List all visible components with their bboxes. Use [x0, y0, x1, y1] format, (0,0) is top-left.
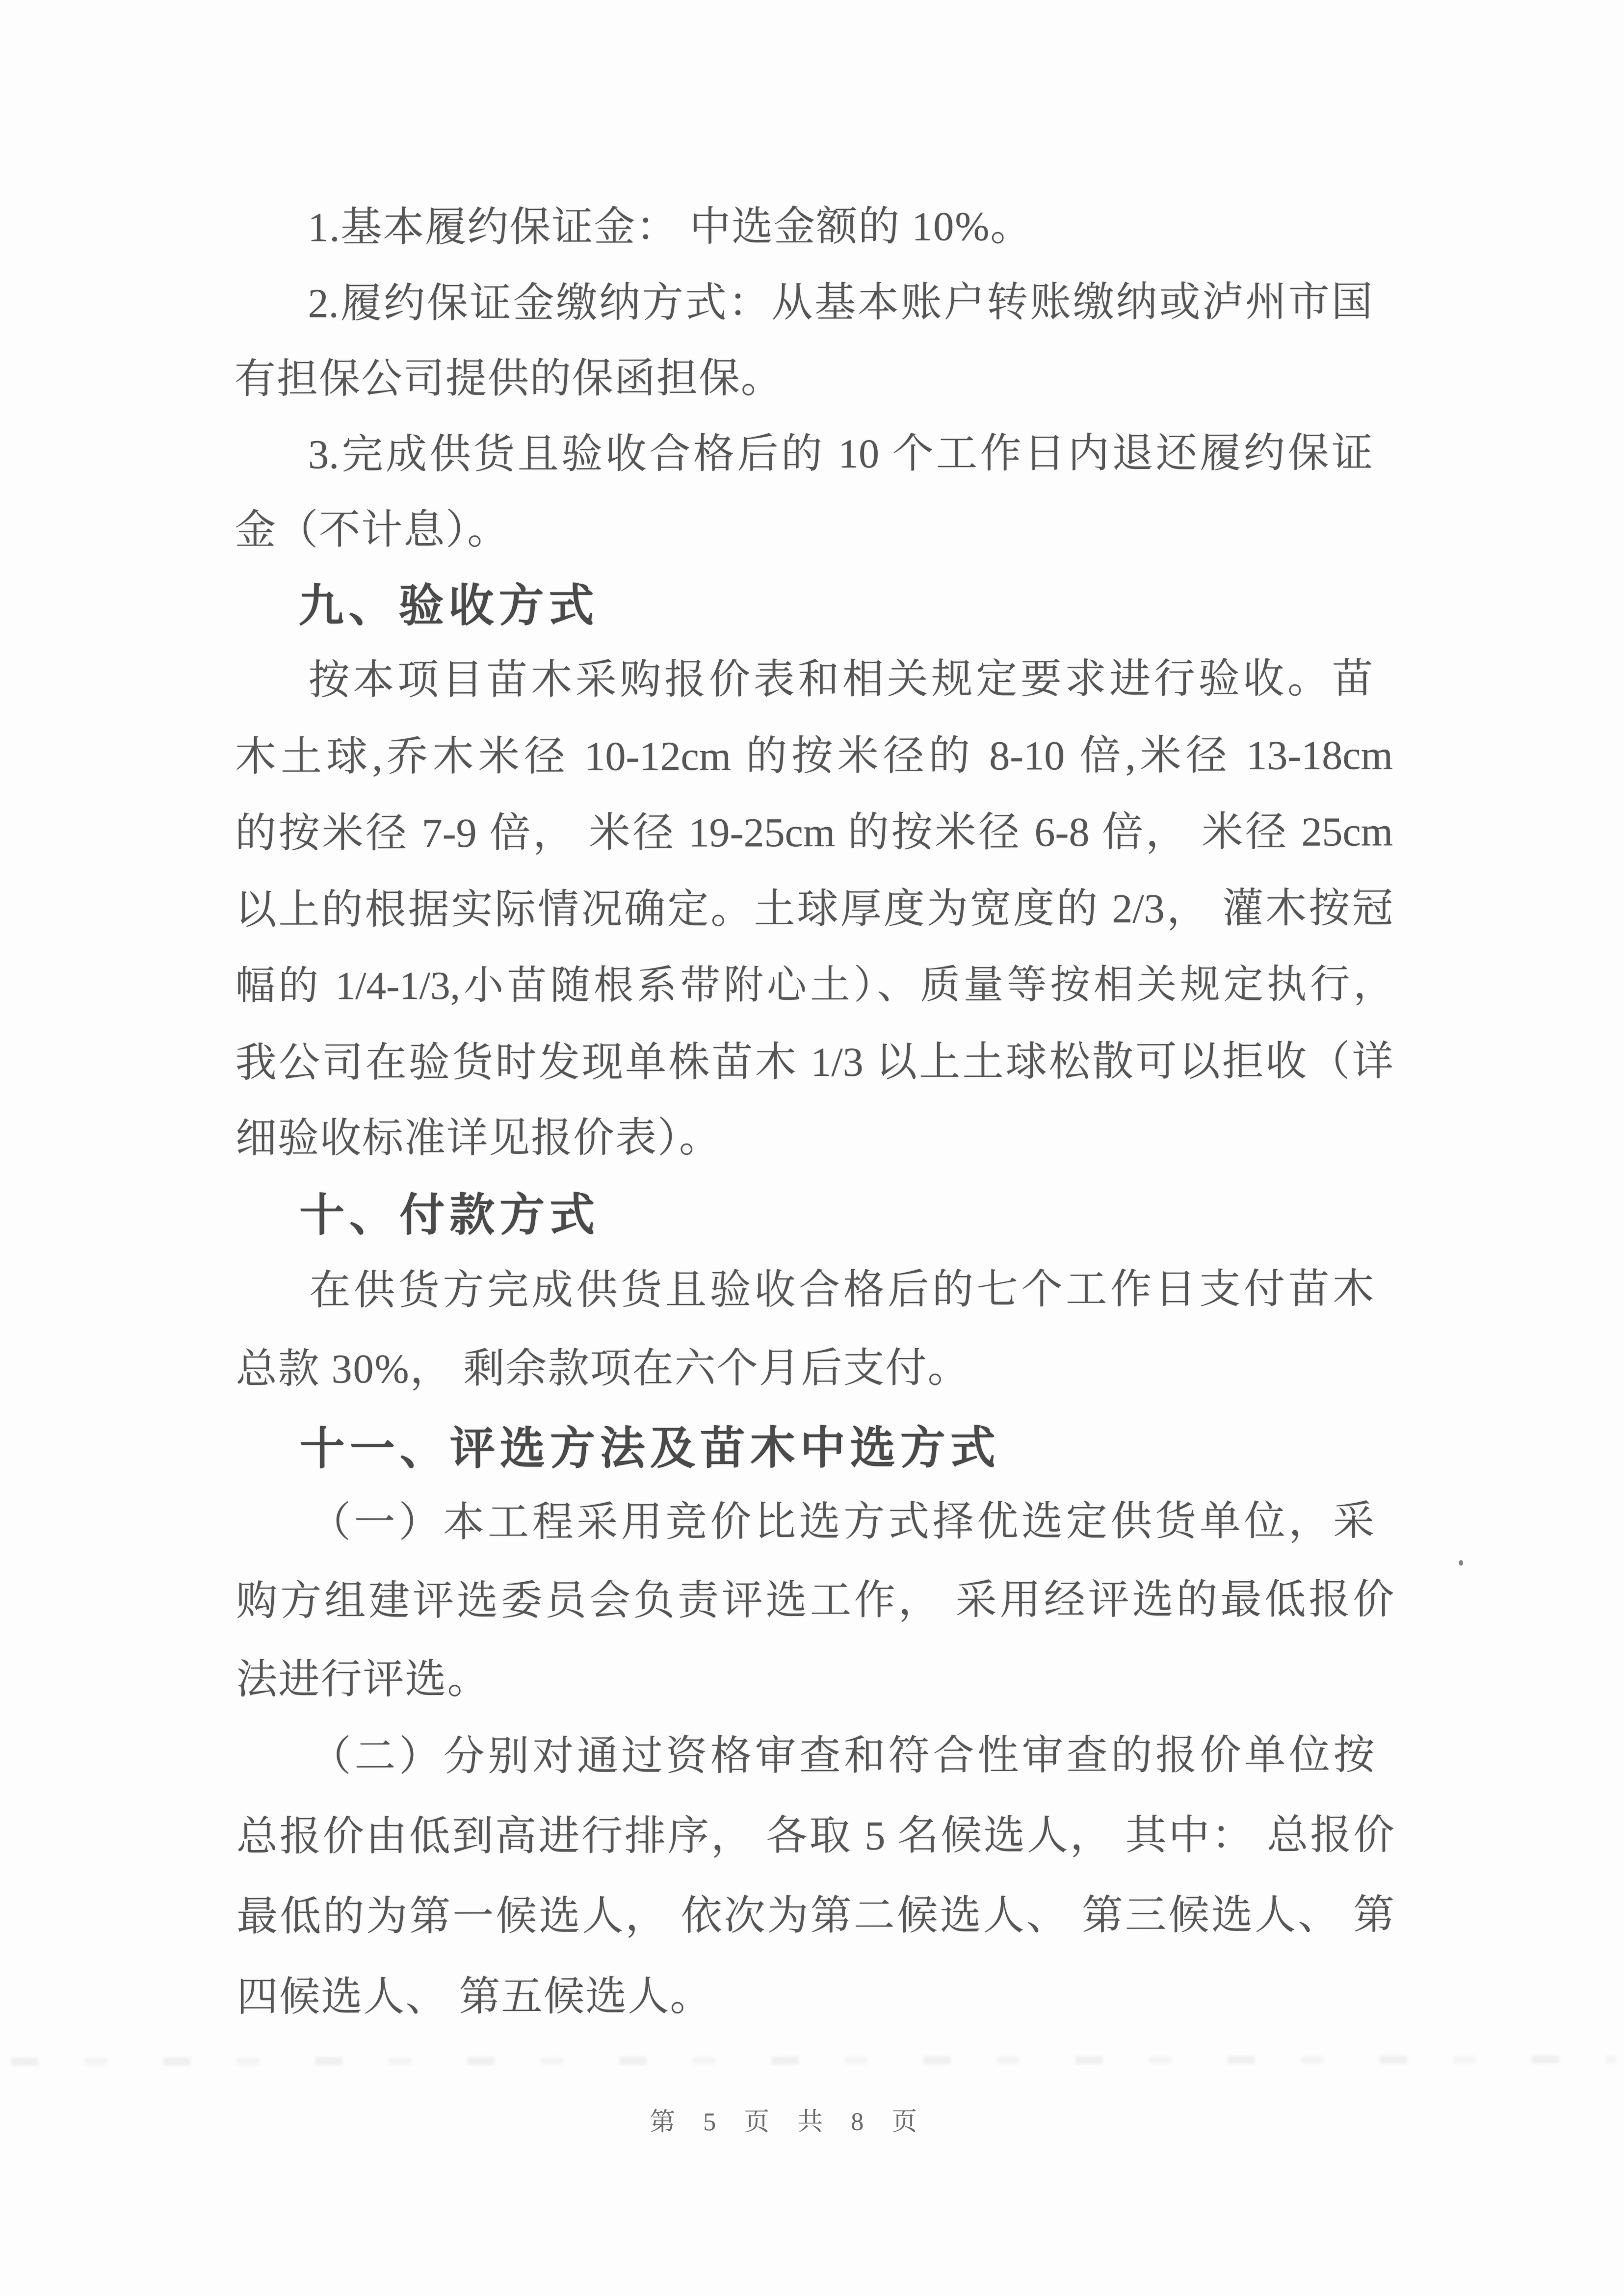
text-line-acceptance-4: 以上的根据实际情况确定。土球厚度为宽度的 2/3， 灌木按冠 — [235, 886, 1393, 933]
text-line-acceptance-1: 按本项目苗木采购报价表和相关规定要求进行验收。苗 — [308, 656, 1373, 704]
scan-speck — [1459, 1560, 1463, 1565]
text-line-ranking-1: （二）分别对通过资格审查和符合性审查的报价单位按 — [310, 1732, 1375, 1780]
text-line-payment-2: 总款 30%， 剩余款项在六个月后支付。 — [236, 1345, 970, 1392]
text-line-bond-payment-method: 2.履约保证金缴纳方式：从基本账户转账缴纳或泸州市国 — [308, 279, 1373, 327]
text-line-ranking-3: 最低的为第一候选人， 依次为第二候选人、 第三候选人、 第 — [236, 1892, 1395, 1940]
section-heading-selection: 十一、评选方法及苗木中选方式 — [299, 1423, 1000, 1474]
text-line-bond-payment-method-cont: 有担保公司提供的保函担保。 — [234, 356, 783, 402]
text-line-acceptance-5: 幅的 1/4-1/3,小苗随根系带附心土）、质量等按相关规定执行， — [235, 962, 1393, 1008]
text-line-acceptance-6: 我公司在验货时发现单株苗木 1/3 以上土球松散可以拒收（详 — [235, 1039, 1393, 1086]
text-line-selection-2: 购方组建评选委员会负责评选工作， 采用经评选的最低报价 — [236, 1577, 1394, 1624]
text-line-acceptance-7: 细验收标准详见报价表）。 — [235, 1115, 722, 1162]
section-heading-payment: 十、付款方式 — [299, 1190, 600, 1241]
text-line-acceptance-2: 木土球,乔木米径 10-12cm 的按米径的 8-10 倍,米径 13-18cm — [235, 732, 1393, 780]
text-line-ranking-2: 总报价由低到高进行排序， 各取 5 名候选人， 其中： 总报价 — [236, 1812, 1395, 1860]
text-line-bond-refund-cont: 金（不计息）。 — [235, 507, 510, 553]
page-number: 第 5 页 共 8 页 — [650, 2108, 928, 2137]
section-heading-acceptance: 九、验收方式 — [298, 580, 599, 631]
text-line-acceptance-3: 的按米径 7-9 倍， 米径 19-25cm 的按米径 6-8 倍， 米径 25cm — [235, 809, 1393, 857]
scan-noise-band — [11, 2056, 1616, 2066]
text-line-selection-1: （一）本工程采用竞价比选方式择优选定供货单位，采 — [310, 1498, 1375, 1546]
text-line-bond-refund: 3.完成供货且验收合格后的 10 个工作日内退还履约保证 — [308, 430, 1373, 478]
text-line-selection-3: 法进行评选。 — [236, 1656, 490, 1703]
text-line-ranking-4: 四候选人、 第五候选人。 — [236, 1974, 712, 2020]
text-line-payment-1: 在供货方完成供货且验收合格后的七个工作日支付苗木 — [309, 1266, 1374, 1314]
text-line-bond-amount: 1.基本履约保证金： 中选金额的 10%。 — [308, 204, 1033, 251]
